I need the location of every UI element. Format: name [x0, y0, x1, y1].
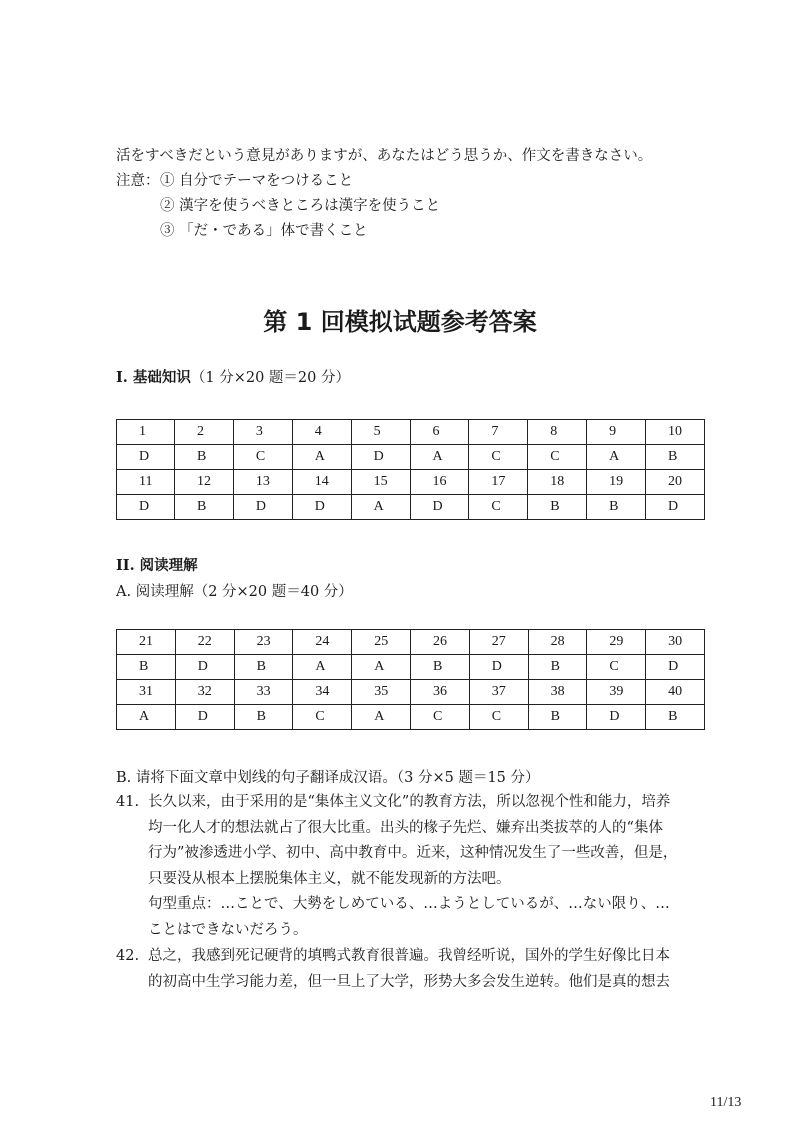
table-row: [117, 495, 705, 520]
table-cell: B: [646, 445, 705, 470]
section-2-heading-text: II. 阅读理解: [116, 557, 198, 574]
table-cell: C: [469, 495, 528, 520]
table-cell: 12: [175, 470, 234, 495]
answer-table-2: [116, 629, 705, 730]
table-cell: 33: [234, 680, 293, 705]
table-cell: 37: [469, 680, 528, 705]
essay-note-1: ① 自分でテーマをつけること: [160, 173, 354, 189]
paragraph-line: 只要没从根本上摆脱集体主义，就不能发现新的方法吧。: [148, 870, 511, 887]
table-cell: 15: [351, 470, 410, 495]
table-cell: A: [352, 655, 411, 680]
table-cell: D: [117, 445, 175, 470]
table-cell: 40: [646, 680, 705, 705]
table-cell: 27: [469, 630, 528, 655]
table-cell: B: [234, 705, 293, 730]
table-cell: 32: [175, 680, 234, 705]
table-cell: 9: [587, 420, 646, 445]
essay-note-label: 注意：: [116, 173, 160, 189]
table-cell: B: [234, 655, 293, 680]
table-cell: B: [646, 705, 705, 730]
table-cell: D: [410, 495, 469, 520]
answer-table-1: [116, 419, 705, 520]
question-number: 41.: [116, 794, 140, 810]
table-cell: C: [469, 445, 528, 470]
table-cell: D: [292, 495, 351, 520]
table-cell: 31: [117, 680, 176, 705]
table-cell: A: [292, 445, 351, 470]
table-cell: 3: [233, 420, 292, 445]
table-cell: D: [351, 445, 410, 470]
table-cell: B: [175, 445, 234, 470]
table-row: [117, 680, 705, 705]
table-cell: 18: [528, 470, 587, 495]
question-42: [116, 944, 716, 995]
table-cell: C: [410, 705, 469, 730]
table-cell: 6: [410, 420, 469, 445]
section-b-heading: B. 请将下面文章中划线的句子翻译成汉语。（3 分×5 题＝15 分）: [116, 770, 540, 786]
table-cell: A: [352, 705, 411, 730]
table-cell: B: [410, 655, 469, 680]
essay-prompt-line: 活をすべきだという意見がありますが、あなたはどう思うか、作文を書きなさい。: [116, 148, 653, 164]
section-1-heading: [116, 368, 350, 388]
table-cell: D: [175, 705, 234, 730]
paragraph-line: 长久以来，由于采用的是“集体主义文化”的教育方法，所以忽视个性和能力，培养: [148, 794, 671, 810]
table-cell: 8: [528, 420, 587, 445]
table-cell: 22: [175, 630, 234, 655]
sentence-pattern-line: 句型重点：…ことで、大勢をしめている、…ようとしているが、…ない限り、…: [148, 896, 670, 912]
table-cell: 25: [352, 630, 411, 655]
table-cell: 34: [293, 680, 352, 705]
table-cell: 16: [410, 470, 469, 495]
table-cell: 20: [646, 470, 705, 495]
table-cell: D: [469, 655, 528, 680]
table-cell: 5: [351, 420, 410, 445]
table-cell: 1: [117, 420, 175, 445]
essay-note-3: ③ 「だ・である」体で書くこと: [160, 223, 368, 239]
table-cell: 4: [292, 420, 351, 445]
table-cell: 30: [646, 630, 705, 655]
table-cell: A: [351, 495, 410, 520]
table-cell: B: [117, 655, 176, 680]
paragraph-line: 总之，我感到死记硬背的填鸭式教育很普遍。我曾经听说，国外的学生好像比日本: [148, 948, 670, 964]
table-cell: D: [646, 655, 705, 680]
table-cell: B: [528, 705, 587, 730]
section-1-heading-text: I. 基础知识: [116, 369, 191, 386]
table-cell: 17: [469, 470, 528, 495]
paragraph-line: 行为”被渗透进小学、初中、高中教育中。近来，这种情况发生了一些改善，但是，: [148, 845, 678, 861]
table-cell: 7: [469, 420, 528, 445]
table-cell: B: [528, 655, 587, 680]
table-cell: 28: [528, 630, 587, 655]
table-cell: 29: [587, 630, 646, 655]
section-2-heading: [116, 556, 198, 576]
answer-key-title: 第 1 回模拟试题参考答案: [263, 308, 537, 336]
table-cell: 21: [117, 630, 176, 655]
table-cell: B: [587, 495, 646, 520]
table-cell: 11: [117, 470, 175, 495]
table-cell: 19: [587, 470, 646, 495]
table-cell: A: [410, 445, 469, 470]
table-cell: 24: [293, 630, 352, 655]
question-41: [116, 790, 716, 943]
table-row: [117, 420, 705, 445]
question-number: 42.: [116, 948, 140, 964]
table-row: [117, 655, 705, 680]
sentence-pattern-line: ことはできないだろう。: [148, 921, 308, 938]
table-cell: C: [528, 445, 587, 470]
table-cell: 23: [234, 630, 293, 655]
paragraph-line: 均一化人才的想法就占了很大比重。出头的椽子先烂、嫌弃出类拔萃的人的“集体: [148, 819, 663, 836]
table-cell: D: [233, 495, 292, 520]
table-cell: A: [293, 655, 352, 680]
table-row: [117, 705, 705, 730]
table-cell: 35: [352, 680, 411, 705]
page-number: 11/13: [710, 1095, 742, 1110]
table-cell: 13: [233, 470, 292, 495]
table-cell: 36: [410, 680, 469, 705]
table-cell: 26: [410, 630, 469, 655]
table-cell: 14: [292, 470, 351, 495]
section-1-scoring: （1 分×20 题＝20 分）: [190, 370, 350, 386]
table-cell: 38: [528, 680, 587, 705]
table-row: [117, 470, 705, 495]
table-cell: C: [233, 445, 292, 470]
paragraph-line: 的初高中生学习能力差，但一旦上了大学，形势大多会发生逆转。他们是真的想去: [148, 973, 670, 990]
table-cell: A: [587, 445, 646, 470]
table-cell: A: [117, 705, 176, 730]
table-cell: D: [646, 495, 705, 520]
table-cell: 39: [587, 680, 646, 705]
table-cell: 10: [646, 420, 705, 445]
table-cell: C: [587, 655, 646, 680]
table-cell: B: [528, 495, 587, 520]
table-cell: D: [587, 705, 646, 730]
table-row: [117, 445, 705, 470]
table-cell: D: [117, 495, 175, 520]
essay-note-2: ② 漢字を使うべきところは漢字を使うこと: [160, 198, 441, 214]
table-cell: D: [175, 655, 234, 680]
table-row: [117, 630, 705, 655]
table-cell: C: [469, 705, 528, 730]
table-cell: 2: [175, 420, 234, 445]
table-cell: B: [175, 495, 234, 520]
table-cell: C: [293, 705, 352, 730]
section-2a-heading: A. 阅读理解（2 分×20 题＝40 分）: [116, 584, 353, 600]
